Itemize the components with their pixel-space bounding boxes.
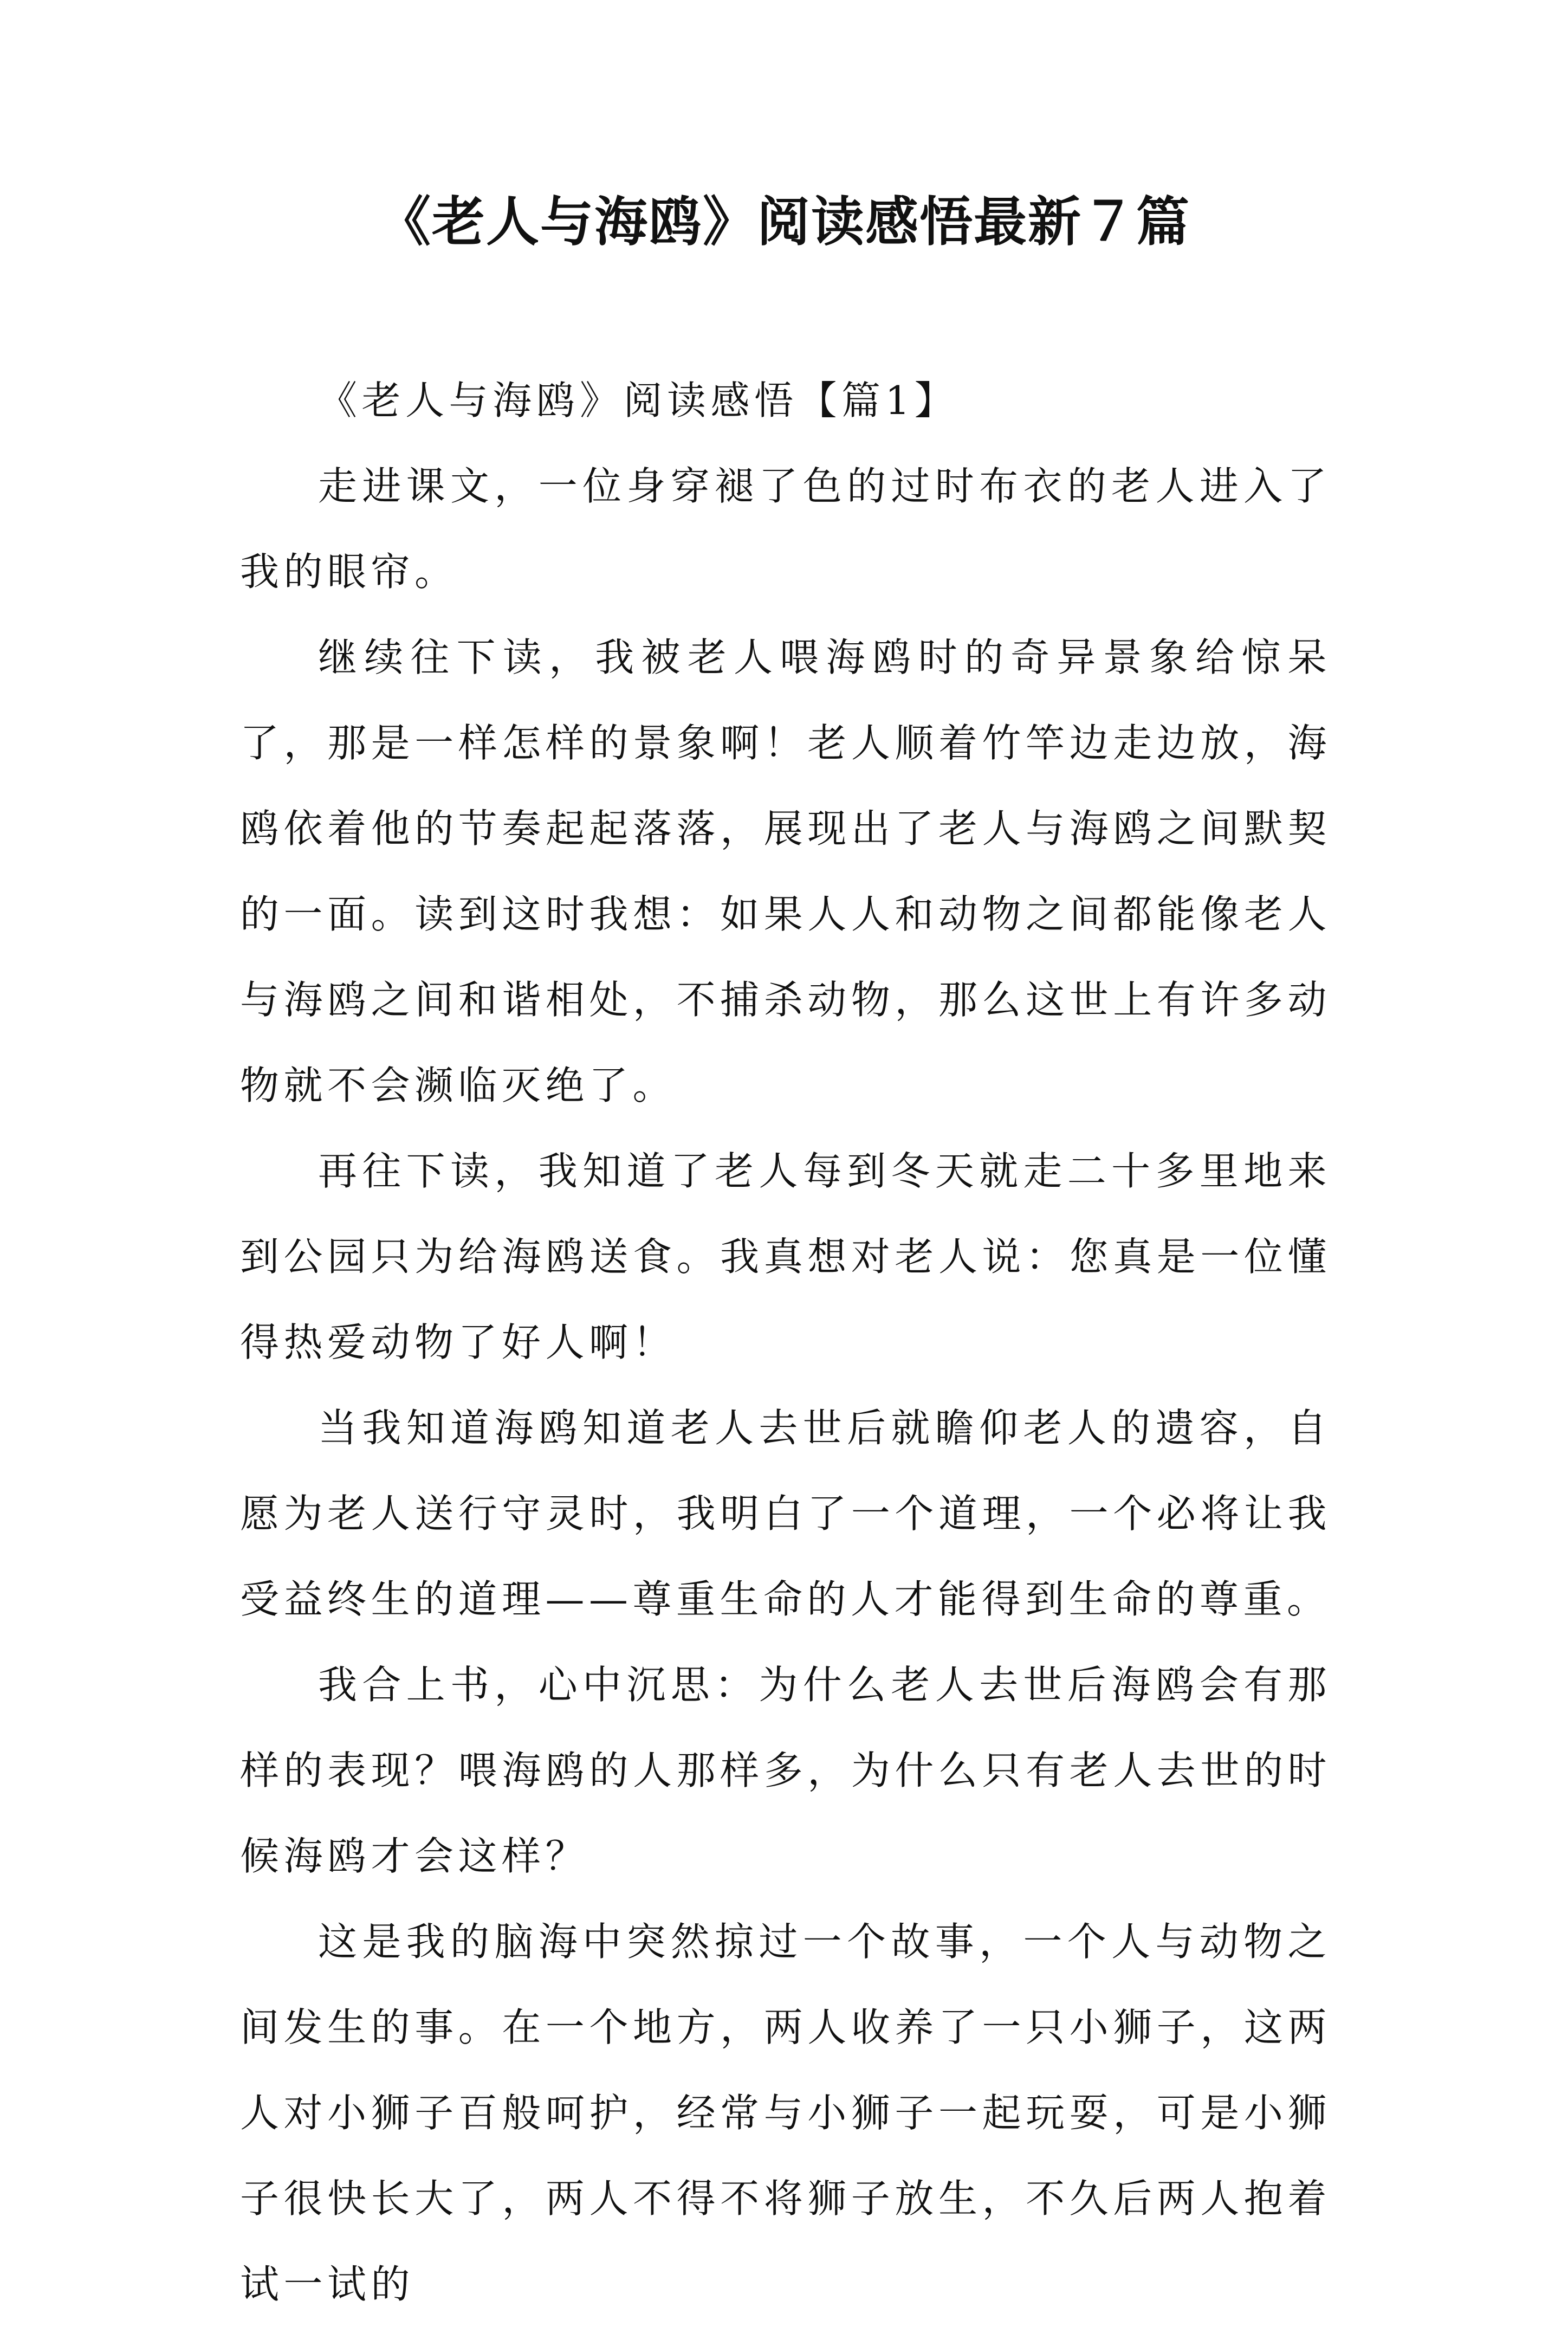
document-title: 《老人与海鸥》阅读感悟最新７篇 — [377, 191, 1190, 253]
paragraph-4: 当我知道海鸥知道老人去世后就瞻仰老人的遗容，自愿为老人送行守灵时，我明白了一个道理，一个必将让我受益终生的道理——尊重生命的人才能得到生命的尊重。 — [240, 1405, 1331, 1622]
paragraph-2: 继续往下读，我被老人喂海鸥时的奇异景象给惊呆了，那是一样怎样的景象啊！老人顺着竹竿边走边放，海鸥依着他的节奏起起落落，展现出了老人与海鸥之间默契的一面。读到这时我想：如果人人和动物之间都能像老人与海鸥之间和谐相处，不捕杀动物，那么这世上有许多动物就不会濒临灭绝了。 — [240, 635, 1331, 1108]
paragraph-3: 再往下读，我知道了老人每到冬天就走二十多里地来到公园只为给海鸥送食。我真想对老人说：您真是一位懂得热爱动物了好人啊！ — [240, 1148, 1331, 1365]
document-body — [240, 358, 1331, 2327]
paragraph-5: 我合上书，心中沉思：为什么老人去世后海鸥会有那样的表现？喂海鸥的人那样多，为什么只有老人去世的时候海鸥才会这样？ — [240, 1662, 1331, 1879]
paragraph-1: 走进课文，一位身穿褪了色的过时布衣的老人进入了我的眼帘。 — [240, 463, 1331, 594]
paragraph-6: 这是我的脑海中突然掠过一个故事，一个人与动物之间发生的事。在一个地方，两人收养了一只小狮子，这两人对小狮子百般呵护，经常与小狮子一起玩耍，可是小狮子很快长大了，两人不得不将狮子放生，不久后两人抱着试一试的 — [240, 1919, 1331, 2307]
section-heading: 《老人与海鸥》阅读感悟【篇1】 — [318, 378, 958, 423]
